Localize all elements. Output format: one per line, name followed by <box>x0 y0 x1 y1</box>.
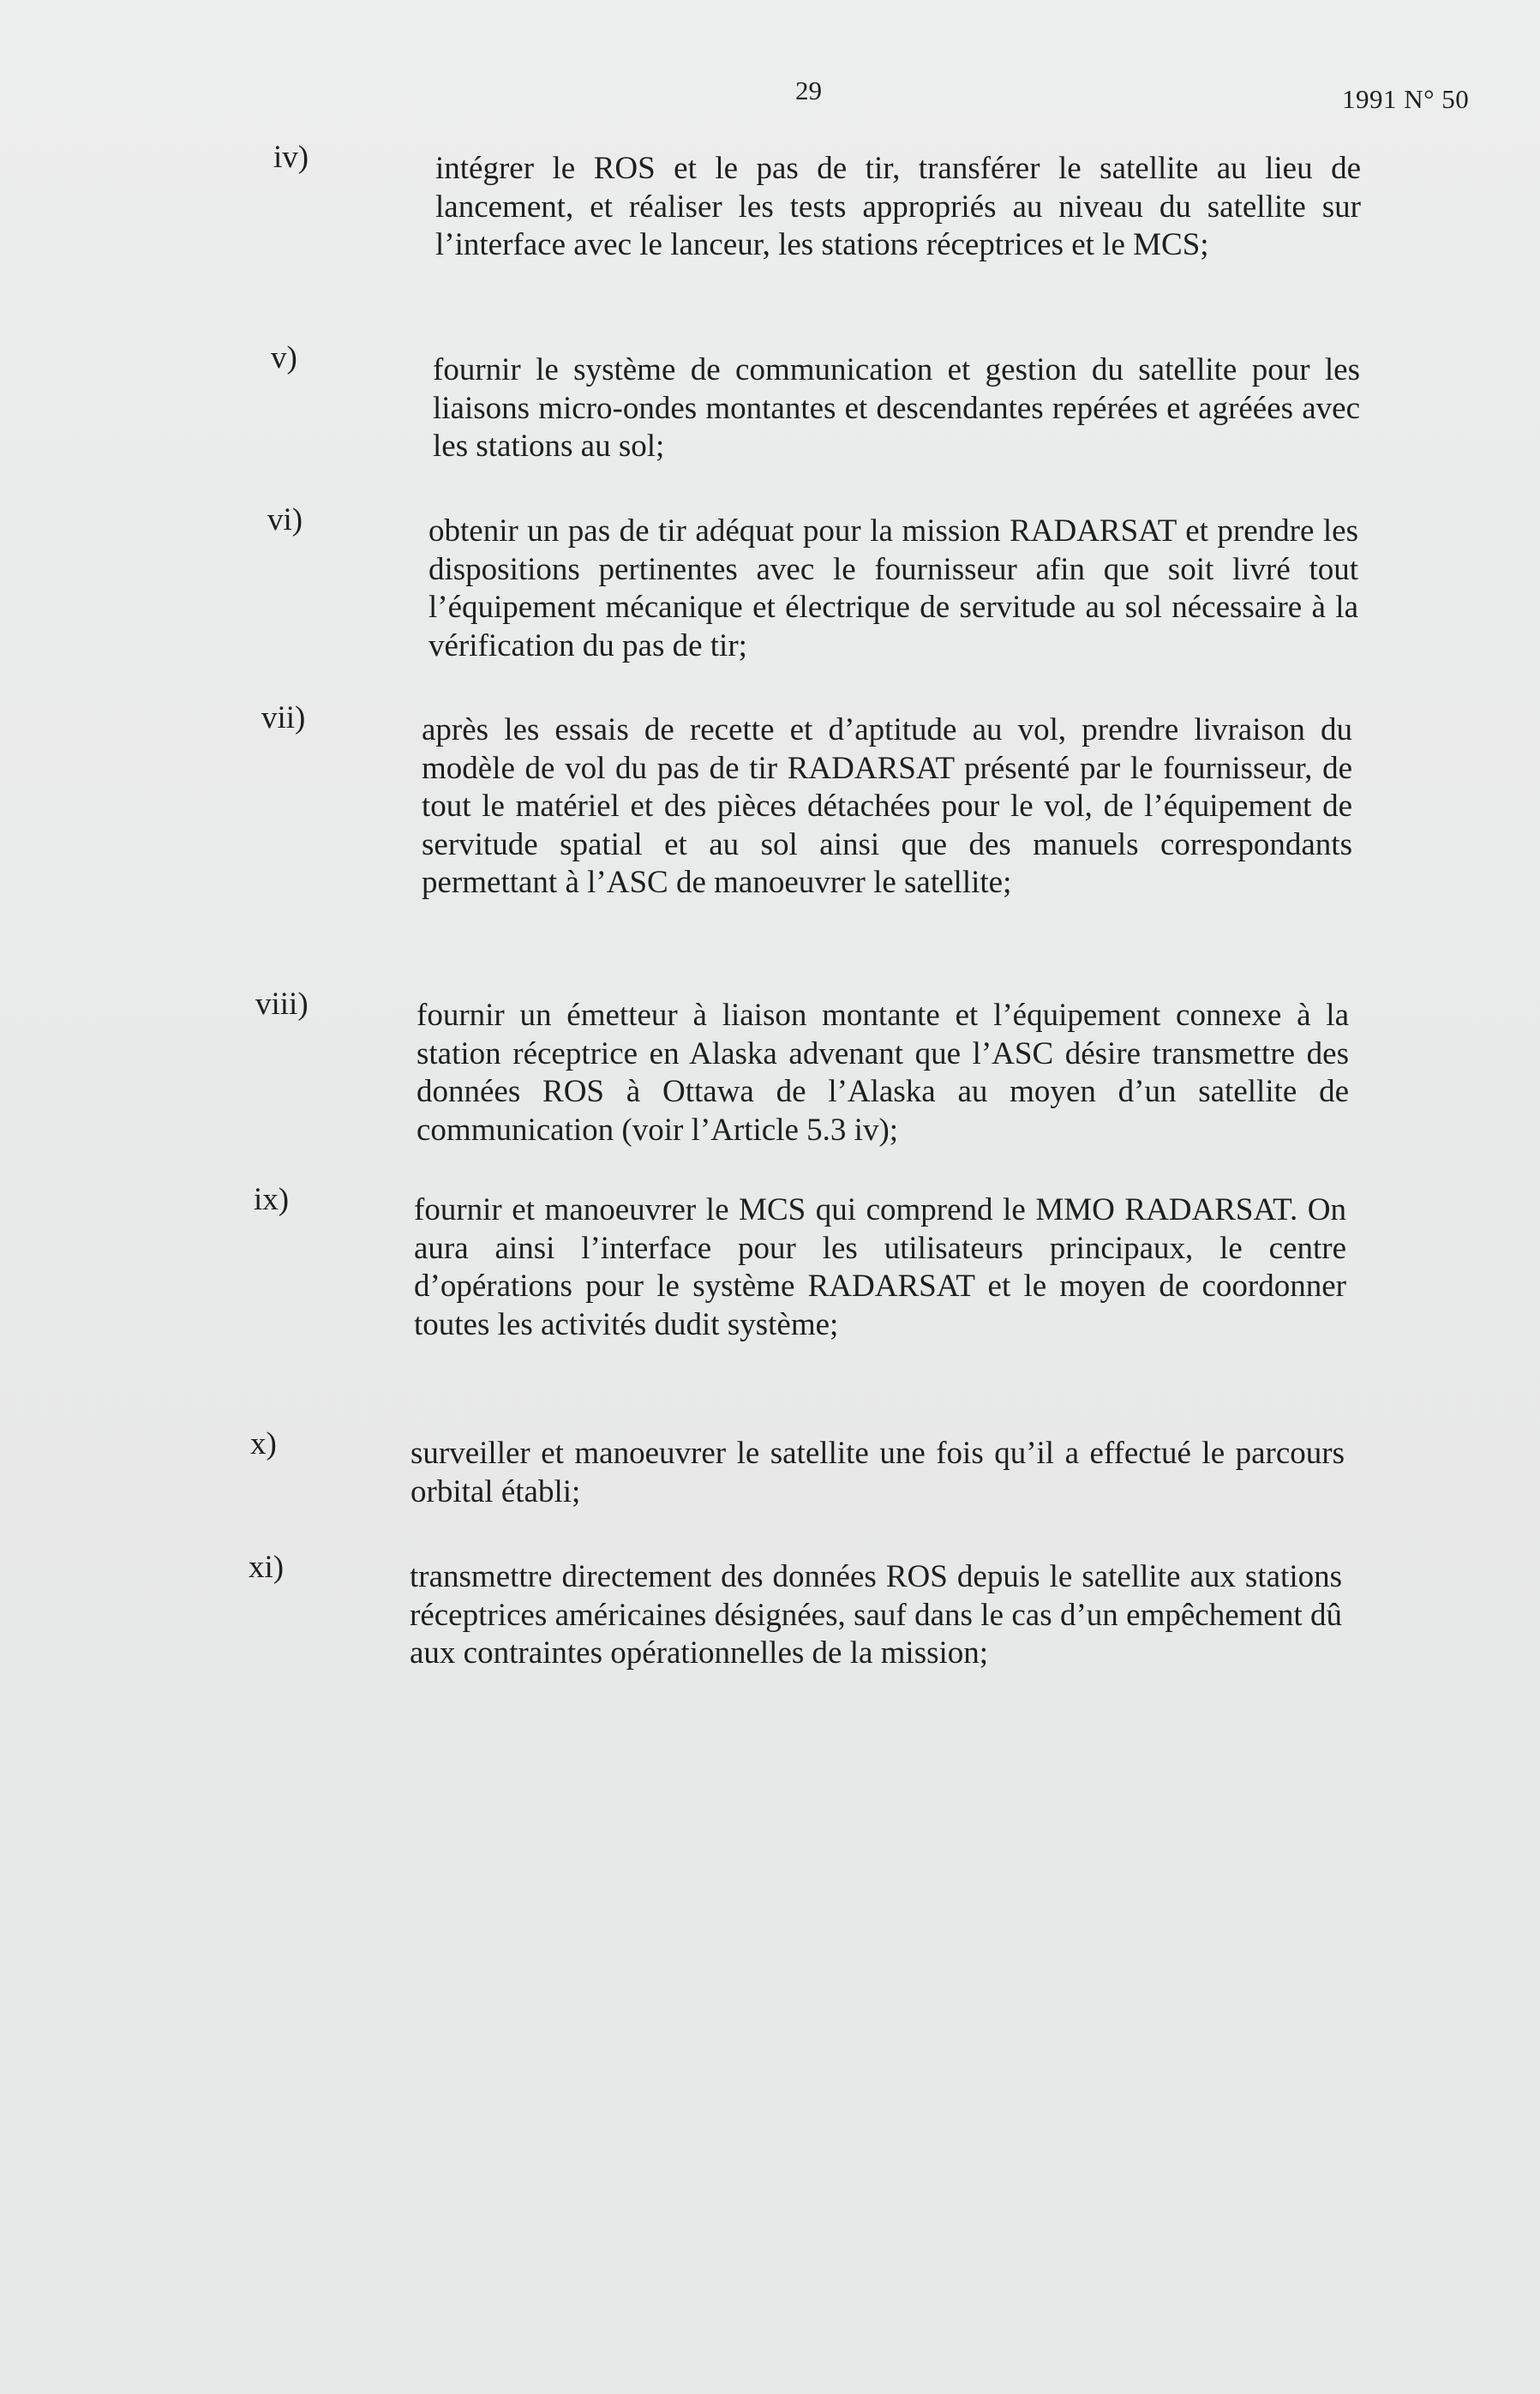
item-text: après les essais de recette et d’aptitude au vol, prendre livraison du modèle de vol du pas de tir RADARSAT présenté par le fournisseur, de tout le matériel et des pièces détachées pour le vol, de l’équipement de servitude spatial et au sol ainsi que des manuels correspondants permettant à l’ASC de manoeuvrer le satellite; <box>422 712 1352 900</box>
item-text: fournir et manoeuvrer le MCS qui comprend le MMO RADARSAT. On aura ainsi l’interface pour les utilisateurs principaux, le centre d’opérations pour le système RADARSAT et le moyen de coordonner toutes les activités dudit système; <box>414 1192 1346 1342</box>
document-reference: 1991 N° 50 <box>1342 84 1470 114</box>
item-text: transmettre directement des données ROS depuis le satellite aux stations réceptrices américaines désignées, sauf dans le cas d’un empêchement dû aux contraintes opérationnelles de la mission; <box>410 1559 1342 1671</box>
item-number: v) <box>271 340 297 375</box>
item-text: fournir le système de communication et gestion du satellite pour les liaisons micro-ondes montantes et descendantes repérées et agréées avec les stations au sol; <box>433 352 1360 464</box>
item-number: x) <box>250 1426 277 1461</box>
item-number: xi) <box>249 1550 285 1585</box>
item-number: vi) <box>267 502 303 537</box>
item-text: obtenir un pas de tir adéquat pour la mission RADARSAT et prendre les dispositions pertinentes avec le fournisseur afin que soit livré tout l’équipement mécanique et électrique de servitude au sol nécessaire à la vérification du pas de tir; <box>428 513 1358 663</box>
item-text: intégrer le ROS et le pas de tir, transférer le satellite au lieu de lancement, et réaliser les tests appropriés au niveau du satellite sur l’interface avec le lanceur, les stations réceptrices et le MCS; <box>435 151 1361 262</box>
item-number: iv) <box>273 140 309 175</box>
item-text: surveiller et manoeuvrer le satellite une fois qu’il a effectué le parcours orbital établi; <box>410 1436 1345 1509</box>
page-number: 29 <box>795 75 822 105</box>
item-number: ix) <box>254 1182 290 1217</box>
item-text: fournir un émetteur à liaison montante et l’équipement connexe à la station réceptrice en Alaska advenant que l’ASC désire transmettre des données ROS à Ottawa de l’Alaska au moyen d’un satellite de communication (voir l’Article 5.3 iv); <box>416 998 1349 1148</box>
item-number: vii) <box>261 700 306 735</box>
item-number: viii) <box>255 987 309 1022</box>
